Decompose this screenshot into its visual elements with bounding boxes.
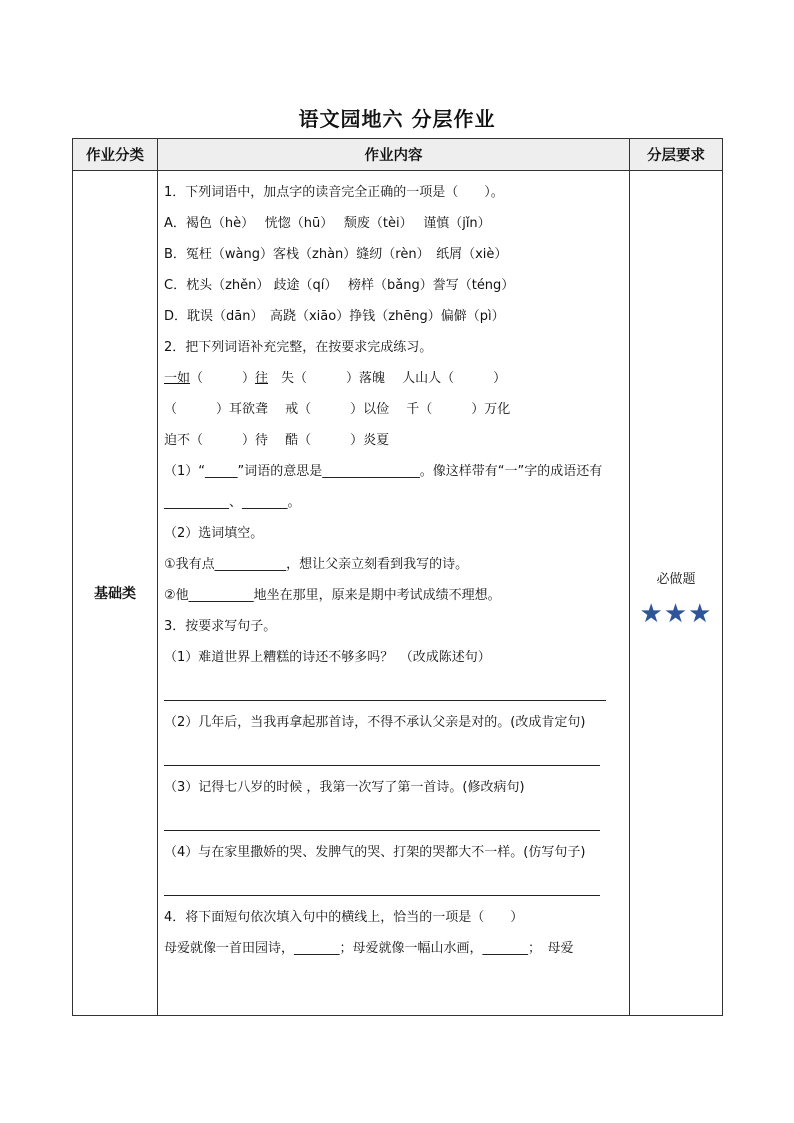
requirement-label: 必做题: [656, 571, 696, 587]
question-3-sub-3: （3）记得七八岁的时候 ，我第一次写了第一首诗。(修改病句): [164, 780, 525, 795]
fill-blank-2: ②他__________地坐在那里，原来是期中考试成绩不理想。: [164, 588, 501, 603]
content-cell: [158, 171, 630, 1016]
header-content: 作业内容: [158, 139, 630, 171]
idiom-blank: （ ）: [190, 371, 256, 386]
category-cell: 基础类: [73, 171, 158, 1016]
idiom-row-3: 迫不（ ）待 酷（ ）炎夏: [164, 433, 390, 448]
question-4-text: 母爱就像一首田园诗，_______；母爱就像一幅山水画，_______； 母爱: [164, 941, 574, 956]
question-2-sub-2: （2）选词填空。: [164, 526, 264, 541]
answer-line: [164, 738, 600, 766]
idiom-underlined: 往: [255, 371, 269, 386]
requirement-cell: [630, 171, 723, 1016]
homework-table: [72, 138, 723, 1016]
star-rating-icon: ★★★: [639, 598, 713, 629]
question-3-sub-2: （2）几年后，当我再拿起那首诗，不得不承认父亲是对的。(改成肯定句): [164, 715, 586, 730]
option-c: C．枕头（zhěn） 歧途（qí） 榜样（bǎng）誊写（téng）: [164, 278, 515, 293]
header-category: 作业分类: [73, 139, 158, 171]
fill-blank-1: ①我有点___________，想让父亲立刻看到我写的诗。: [164, 557, 469, 572]
option-a: A．褐色（hè） 恍惚（hū） 颓废（tèi） 谨慎（jǐn）: [164, 216, 491, 231]
option-d: D．耽误（dān） 高跷（xiāo）挣钱（zhēng）偏僻（pì）: [164, 309, 505, 324]
question-2-sub-1: （1）“_____”词语的意思是_______________。像这样带有“一”字的成语还有__________、_______。: [164, 464, 603, 510]
table-row: [73, 171, 723, 1016]
idiom-row-2: （ ）耳欲聋 戒（ ）以俭 千（ ）万化: [164, 402, 511, 417]
idiom-row-1: [164, 363, 623, 394]
idiom-underlined: 一如: [164, 371, 191, 386]
answer-line: [164, 868, 600, 896]
answer-line: [164, 673, 606, 701]
question-3-sub-4: （4）与在家里撒娇的哭、发脾气的哭、打架的哭都大不一样。(仿写句子): [164, 845, 586, 860]
header-requirement: 分层要求: [630, 139, 723, 171]
question-4: 4．将下面短句依次填入句中的横线上，恰当的一项是（ ）: [164, 910, 524, 925]
content-body: [158, 171, 629, 1015]
idiom-rest: 失（ ）落魄 人山人（ ）: [268, 371, 507, 386]
question-2: 2．把下列词语补充完整，在按要求完成练习。: [164, 340, 433, 355]
question-3-sub-1: （1）难道世界上糟糕的诗还不够多吗？ （改成陈述句）: [164, 650, 491, 665]
question-3: 3．按要求写句子。: [164, 619, 277, 634]
table-header-row: [73, 139, 723, 171]
answer-line: [164, 803, 600, 831]
question-1: 1．下列词语中，加点字的读音完全正确的一项是（ ）。: [164, 185, 504, 200]
option-b: B．冤枉（wàng）客栈（zhàn）缝纫（rèn） 纸屑（xiè）: [164, 247, 508, 262]
page-title: 语文园地六 分层作业: [298, 107, 496, 131]
